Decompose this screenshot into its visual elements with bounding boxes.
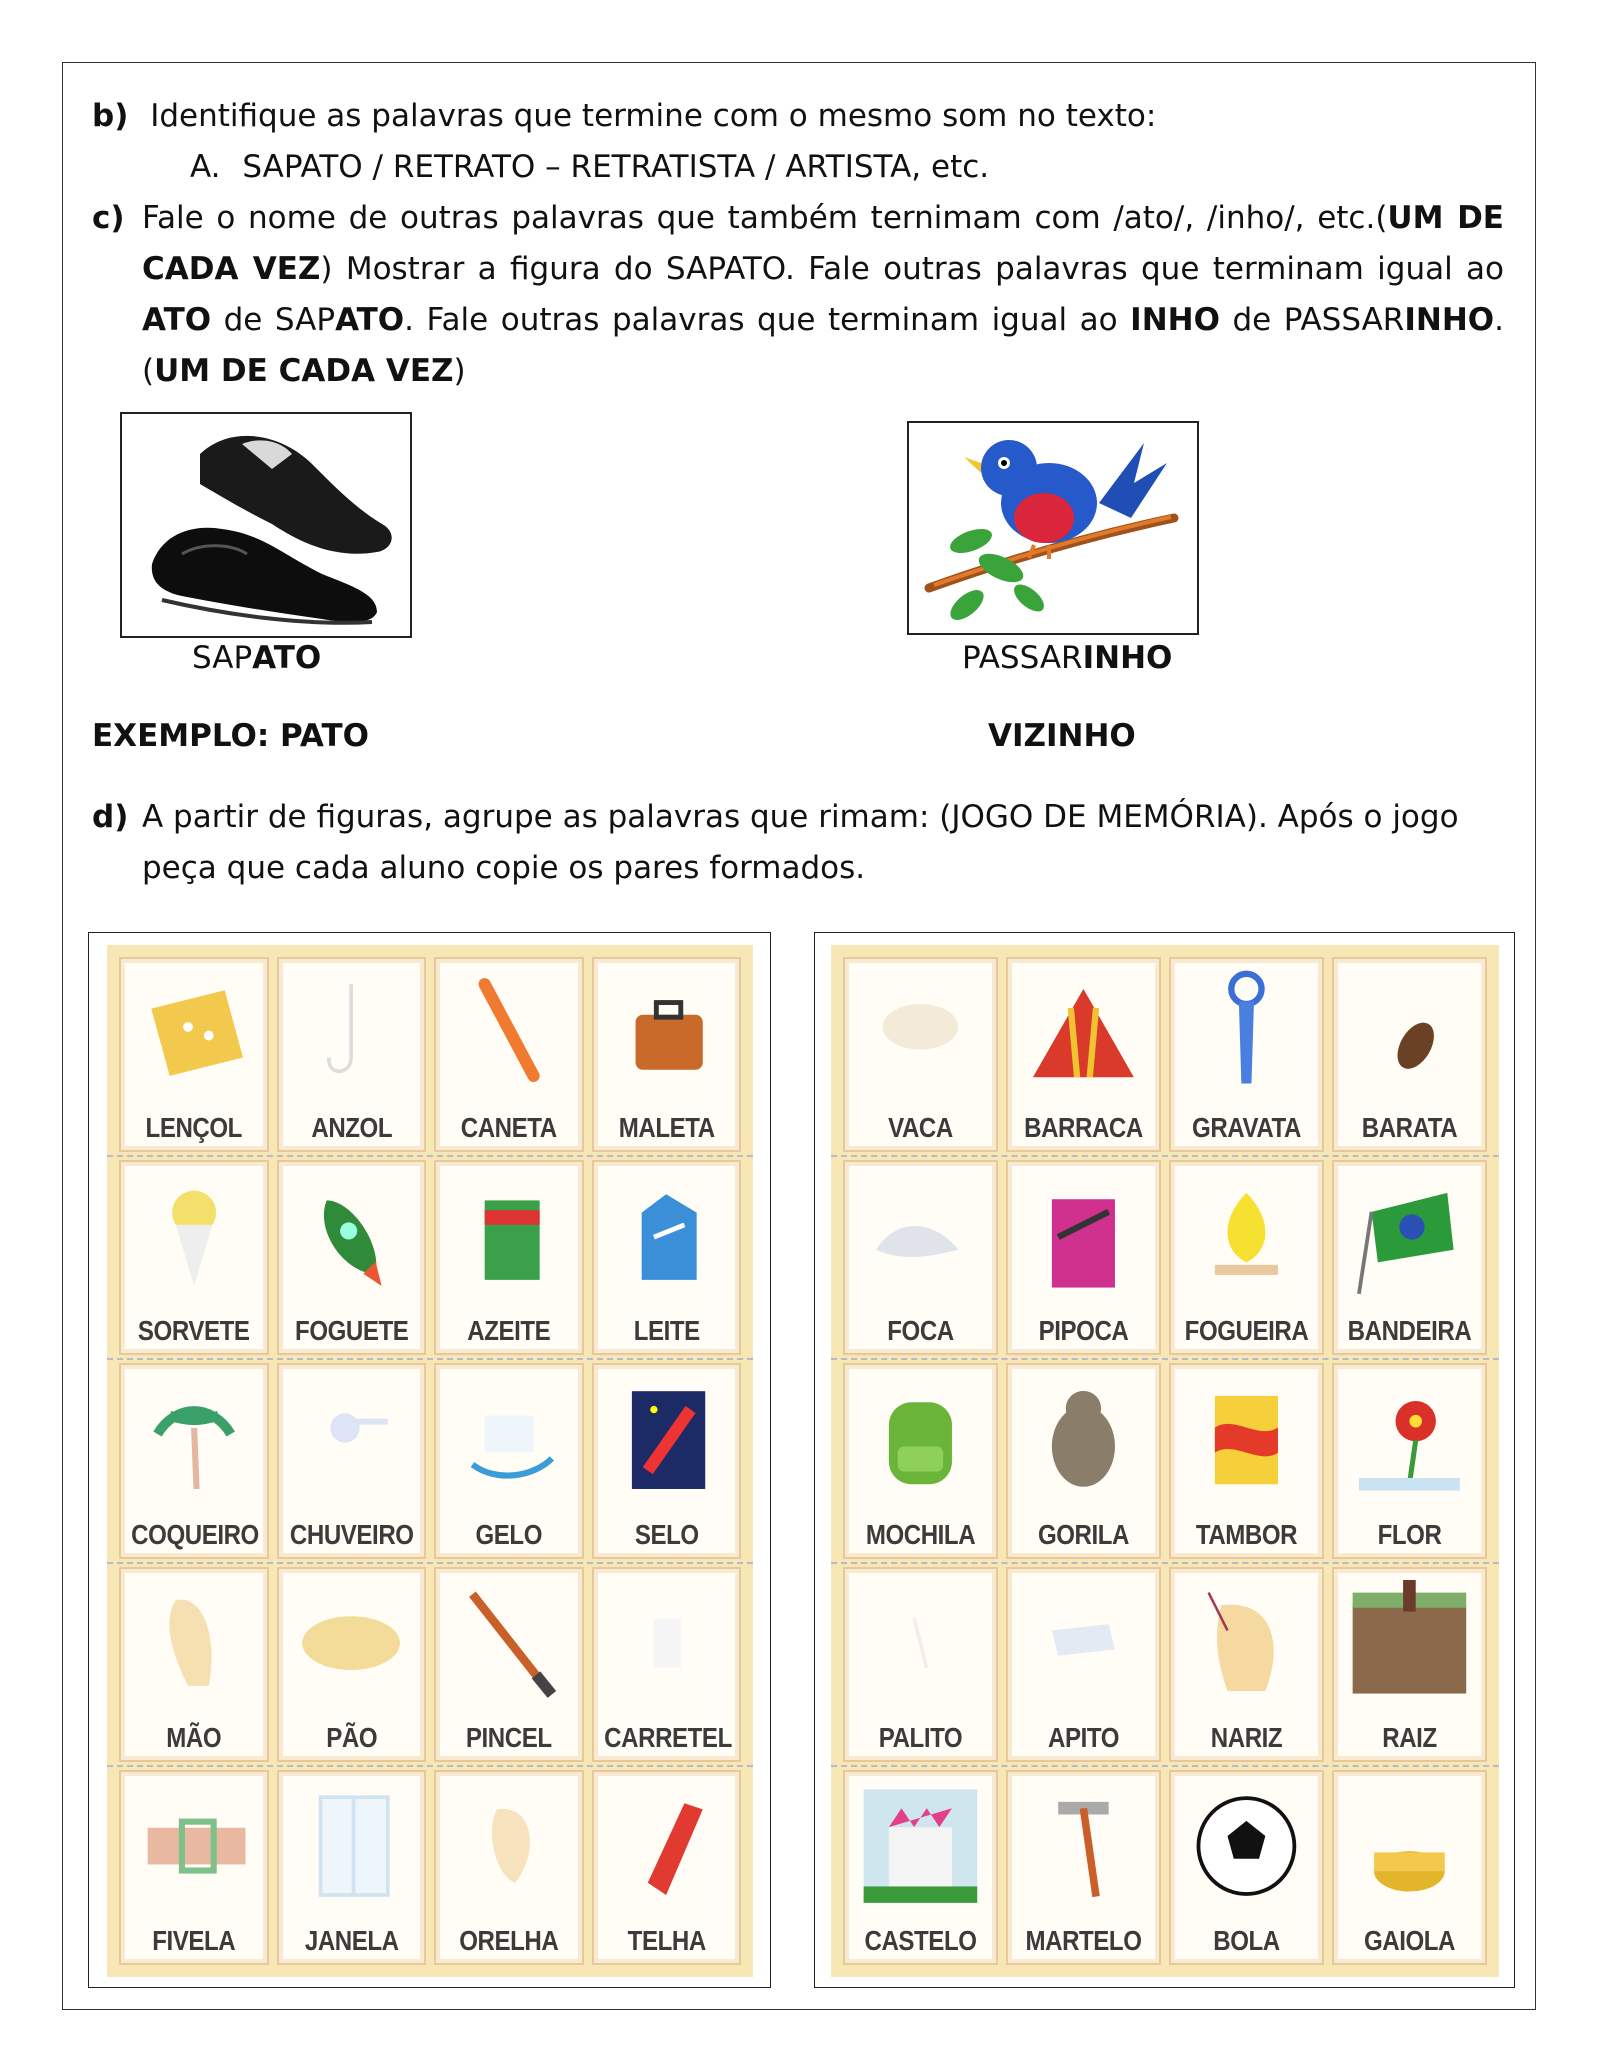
section-b bbox=[92, 91, 1512, 142]
section-d-text: A partir de figuras, agrupe as palavras que rimam: (JOGO DE MEMÓRIA). Após o jogo peça que cada aluno copie os pares formados. bbox=[142, 799, 1459, 886]
card-word: CASTELO bbox=[864, 1924, 977, 1956]
memory-card[interactable] bbox=[277, 1160, 427, 1355]
card-word: FIVELA bbox=[152, 1924, 236, 1956]
seal-icon bbox=[857, 1174, 984, 1300]
bonfire-icon bbox=[1183, 1174, 1310, 1300]
window-icon bbox=[290, 1783, 412, 1909]
row-divider bbox=[831, 1358, 1499, 1360]
memory-card[interactable] bbox=[843, 1567, 998, 1762]
section-c-marker bbox=[92, 193, 125, 244]
memory-card[interactable] bbox=[119, 957, 269, 1152]
stamp-icon bbox=[605, 1377, 727, 1503]
c-text-3: de SAP bbox=[211, 302, 336, 338]
memory-card[interactable] bbox=[277, 1770, 427, 1965]
memory-card[interactable] bbox=[434, 957, 584, 1152]
ice-icon bbox=[448, 1377, 570, 1503]
memory-card[interactable] bbox=[1006, 1160, 1161, 1355]
memory-card[interactable] bbox=[434, 1770, 584, 1965]
card-word: APITO bbox=[1047, 1721, 1120, 1753]
memory-card[interactable] bbox=[1006, 957, 1161, 1152]
paintbrush-icon bbox=[448, 1580, 570, 1706]
row-divider bbox=[831, 1562, 1499, 1564]
birdcage-icon bbox=[1346, 1783, 1473, 1909]
row-divider bbox=[107, 1562, 753, 1564]
cockroach-icon bbox=[1346, 970, 1473, 1096]
section-c-marker-text: c) bbox=[92, 200, 125, 236]
memory-card[interactable] bbox=[592, 957, 742, 1152]
card-word: BARRACA bbox=[1024, 1112, 1143, 1144]
card-word: TAMBOR bbox=[1195, 1518, 1298, 1550]
card-word: CHUVEIRO bbox=[289, 1518, 414, 1550]
memory-card[interactable] bbox=[434, 1363, 584, 1558]
toothpick-icon bbox=[857, 1580, 984, 1706]
card-word: TELHA bbox=[627, 1924, 706, 1956]
card-word: CANETA bbox=[460, 1112, 557, 1144]
row-divider bbox=[831, 1765, 1499, 1767]
section-b-item bbox=[190, 142, 1490, 193]
c-bold-1: UM DE CADA VEZ bbox=[142, 200, 1504, 287]
tie-icon bbox=[1183, 970, 1310, 1096]
card-word: GORILA bbox=[1037, 1518, 1130, 1550]
bird-label-start: PASSAR bbox=[962, 640, 1083, 676]
bird-label bbox=[962, 640, 1172, 676]
item-marker: A. bbox=[190, 149, 221, 185]
card-word: FOGUEIRA bbox=[1184, 1315, 1309, 1347]
cow-icon bbox=[857, 970, 984, 1096]
card-word: GRAVATA bbox=[1192, 1112, 1301, 1144]
memory-card[interactable] bbox=[1006, 1363, 1161, 1558]
example-right-text: VIZINHO bbox=[988, 718, 1136, 754]
shoe-label-end: ATO bbox=[252, 640, 322, 676]
hammer-icon bbox=[1020, 1783, 1147, 1909]
c-text-4: . Fale outras palavras que terminam igual ao bbox=[404, 302, 1131, 338]
spool-icon bbox=[605, 1580, 727, 1706]
card-word: BANDEIRA bbox=[1347, 1315, 1472, 1347]
gorilla-icon bbox=[1020, 1377, 1147, 1503]
section-d-marker bbox=[92, 792, 128, 843]
memory-card[interactable] bbox=[843, 1160, 998, 1355]
card-word: MARTELO bbox=[1025, 1924, 1142, 1956]
c-bold-2: ATO bbox=[142, 302, 212, 338]
sheet-icon bbox=[133, 970, 255, 1096]
shoe-label bbox=[192, 640, 321, 676]
flower-icon bbox=[1346, 1377, 1473, 1503]
card-word: FOCA bbox=[887, 1315, 954, 1347]
memory-card[interactable] bbox=[1332, 1770, 1487, 1965]
bread-icon bbox=[290, 1580, 412, 1706]
card-word: PÃO bbox=[325, 1721, 377, 1753]
memory-card[interactable] bbox=[1169, 957, 1324, 1152]
card-word: LENÇOL bbox=[145, 1112, 242, 1144]
card-word: BARATA bbox=[1361, 1112, 1458, 1144]
c-bold-5: INHO bbox=[1404, 302, 1495, 338]
row-divider bbox=[107, 1155, 753, 1157]
memory-card[interactable] bbox=[843, 957, 998, 1152]
whistle-icon bbox=[1020, 1580, 1147, 1706]
card-word: JANELA bbox=[304, 1924, 399, 1956]
memory-card[interactable] bbox=[843, 1363, 998, 1558]
memory-card[interactable] bbox=[1169, 1363, 1324, 1558]
card-word: SORVETE bbox=[137, 1315, 250, 1347]
card-word: AZEITE bbox=[467, 1315, 551, 1347]
shower-icon bbox=[290, 1377, 412, 1503]
shoe-image bbox=[120, 412, 412, 638]
row-divider bbox=[831, 1155, 1499, 1157]
left-memory-panel bbox=[88, 932, 771, 1988]
flag-icon bbox=[1346, 1174, 1473, 1300]
buckle-icon bbox=[133, 1783, 255, 1909]
icecream-icon bbox=[133, 1174, 255, 1300]
example-left bbox=[92, 718, 369, 754]
card-word: CARRETEL bbox=[603, 1721, 732, 1753]
drum-icon bbox=[1183, 1377, 1310, 1503]
right-memory-panel bbox=[814, 932, 1515, 1988]
card-word: VACA bbox=[888, 1112, 953, 1144]
card-word: NARIZ bbox=[1210, 1721, 1283, 1753]
card-word: SELO bbox=[634, 1518, 699, 1550]
roof-tile-icon bbox=[605, 1783, 727, 1909]
example-right bbox=[988, 718, 1136, 754]
c-bold-4: INHO bbox=[1130, 302, 1220, 338]
memory-card[interactable] bbox=[843, 1770, 998, 1965]
memory-card[interactable] bbox=[119, 1160, 269, 1355]
card-word: ORELHA bbox=[459, 1924, 559, 1956]
memory-card[interactable] bbox=[277, 1363, 427, 1558]
memory-card[interactable] bbox=[1169, 1567, 1324, 1762]
right-memory-board bbox=[831, 945, 1499, 1977]
memory-card[interactable] bbox=[434, 1160, 584, 1355]
section-d-marker-text: d) bbox=[92, 799, 129, 835]
briefcase-icon bbox=[605, 970, 727, 1096]
row-divider bbox=[107, 1358, 753, 1360]
castle-icon bbox=[857, 1783, 984, 1909]
c-bold-6: UM DE CADA VEZ bbox=[154, 353, 454, 389]
row-divider bbox=[107, 1765, 753, 1767]
memory-card[interactable] bbox=[119, 1363, 269, 1558]
memory-card[interactable] bbox=[277, 957, 427, 1152]
c-text-7: ) bbox=[453, 353, 466, 389]
memory-card[interactable] bbox=[1169, 1770, 1324, 1965]
hand-icon bbox=[133, 1580, 255, 1706]
shoe-label-start: SAP bbox=[192, 640, 253, 676]
item-text: SAPATO / RETRATO – RETRATISTA / ARTISTA, etc. bbox=[242, 149, 990, 185]
memory-card[interactable] bbox=[1006, 1567, 1161, 1762]
section-c-paragraph bbox=[142, 193, 1504, 397]
memory-card[interactable] bbox=[1332, 1363, 1487, 1558]
card-word: COQUEIRO bbox=[131, 1518, 259, 1550]
card-word: ANZOL bbox=[310, 1112, 392, 1144]
memory-card[interactable] bbox=[592, 1567, 742, 1762]
card-word: RAIZ bbox=[1382, 1721, 1437, 1753]
memory-card[interactable] bbox=[1332, 1160, 1487, 1355]
memory-card[interactable] bbox=[119, 1567, 269, 1762]
tent-icon bbox=[1020, 970, 1147, 1096]
card-word: MÃO bbox=[166, 1721, 222, 1753]
section-b-marker: b) bbox=[92, 98, 129, 134]
bird-image bbox=[907, 421, 1199, 635]
example-left-text: EXEMPLO: PATO bbox=[92, 718, 369, 754]
ball-icon bbox=[1183, 1783, 1310, 1909]
palm-tree-icon bbox=[133, 1377, 255, 1503]
memory-card[interactable] bbox=[277, 1567, 427, 1762]
c-text-2: ) Mostrar a figura do SAPATO. Fale outras palavras que terminam igual ao bbox=[320, 251, 1504, 287]
rocket-icon bbox=[290, 1174, 412, 1300]
bird-label-end: INHO bbox=[1082, 640, 1173, 676]
card-word: MOCHILA bbox=[865, 1518, 976, 1550]
card-word: LEITE bbox=[633, 1315, 700, 1347]
oil-can-icon bbox=[448, 1174, 570, 1300]
c-text-5: de PASSAR bbox=[1219, 302, 1405, 338]
fishhook-icon bbox=[290, 970, 412, 1096]
card-word: PINCEL bbox=[465, 1721, 552, 1753]
card-word: GAIOLA bbox=[1363, 1924, 1456, 1956]
shoe-icon bbox=[122, 414, 410, 636]
card-word: GELO bbox=[475, 1518, 543, 1550]
c-bold-3: ATO bbox=[335, 302, 405, 338]
left-memory-board bbox=[107, 945, 753, 1977]
card-word: FOGUETE bbox=[294, 1315, 408, 1347]
memory-card[interactable] bbox=[119, 1770, 269, 1965]
card-word: PALITO bbox=[878, 1721, 963, 1753]
card-word: MALETA bbox=[618, 1112, 715, 1144]
root-icon bbox=[1346, 1580, 1473, 1706]
memory-card[interactable] bbox=[592, 1160, 742, 1355]
card-word: BOLA bbox=[1213, 1924, 1280, 1956]
card-word: FLOR bbox=[1377, 1518, 1442, 1550]
backpack-icon bbox=[857, 1377, 984, 1503]
ear-icon bbox=[448, 1783, 570, 1909]
card-word: PIPOCA bbox=[1038, 1315, 1129, 1347]
memory-card[interactable] bbox=[592, 1363, 742, 1558]
c-text-1: Fale o nome de outras palavras que também ternimam com /ato/, /inho/, etc.( bbox=[142, 200, 1388, 236]
memory-card[interactable] bbox=[592, 1770, 742, 1965]
bird-icon bbox=[909, 423, 1197, 633]
popcorn-icon bbox=[1020, 1174, 1147, 1300]
nose-icon bbox=[1183, 1580, 1310, 1706]
memory-card[interactable] bbox=[1169, 1160, 1324, 1355]
memory-card[interactable] bbox=[1332, 957, 1487, 1152]
section-b-text: Identifique as palavras que termine com o mesmo som no texto: bbox=[150, 98, 1157, 134]
milk-carton-icon bbox=[605, 1174, 727, 1300]
memory-card[interactable] bbox=[434, 1567, 584, 1762]
memory-card[interactable] bbox=[1006, 1770, 1161, 1965]
pen-icon bbox=[448, 970, 570, 1096]
c-text-6: . ( bbox=[142, 302, 1504, 389]
memory-card[interactable] bbox=[1332, 1567, 1487, 1762]
